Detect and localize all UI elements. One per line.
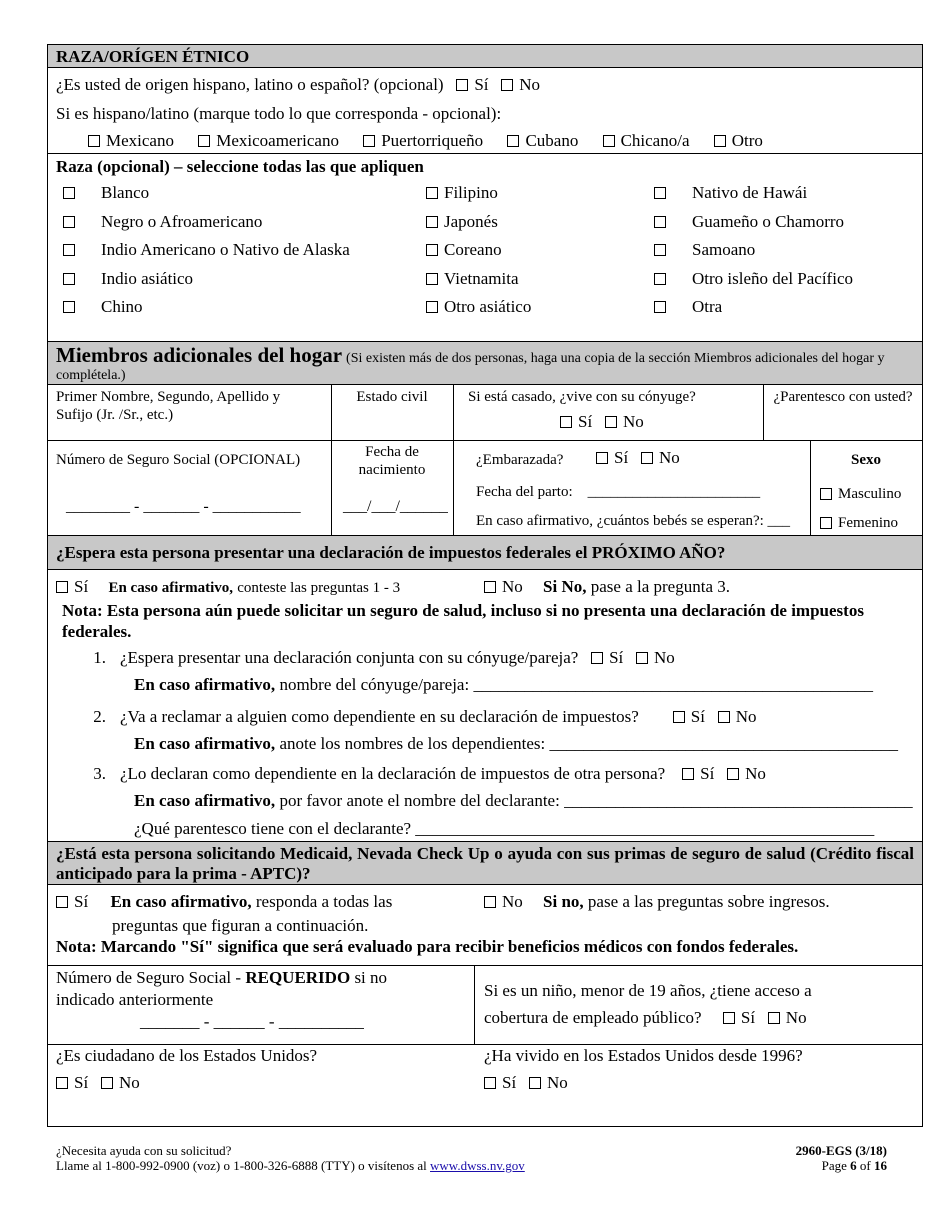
- q3-text: ¿Lo declaran como dependiente en la declaración de impuestos de otra persona?: [120, 764, 666, 783]
- race-option[interactable]: [63, 183, 350, 212]
- ssn-label-part: indicado anteriormente: [56, 990, 214, 1009]
- lived-yes-checkbox[interactable]: [484, 1077, 496, 1089]
- footer-website-link[interactable]: www.dwss.nv.gov: [430, 1158, 525, 1173]
- race-option-label: Negro o Afroamericano: [101, 211, 263, 231]
- race-option-label: Samoano: [692, 240, 756, 259]
- child-yes-checkbox[interactable]: [723, 1012, 735, 1024]
- divider: [763, 385, 764, 440]
- hispanic-option[interactable]: [507, 131, 578, 151]
- footer-contact: [56, 1158, 525, 1174]
- q2-dependents-blank[interactable]: _________________________________________: [549, 734, 898, 753]
- race-option-label: Blanco: [101, 183, 150, 202]
- yes-label: Sí: [614, 448, 629, 467]
- race-option[interactable]: [426, 212, 531, 241]
- form-id: 2960-EGS (3/18): [795, 1143, 887, 1158]
- members-section-header: [48, 341, 922, 385]
- yes-label: Sí: [74, 577, 89, 596]
- race-col-1: [63, 183, 350, 326]
- marital-label: Estado civil: [356, 389, 428, 405]
- hispanic-yes-label: Sí: [474, 75, 489, 94]
- q2-bold: En caso afirmativo,: [134, 734, 276, 753]
- q3-relation-text: ¿Qué parentesco tiene con el declarante?: [134, 819, 412, 838]
- page-number: [822, 1158, 887, 1174]
- lived-no-checkbox[interactable]: [529, 1077, 541, 1089]
- lived-options: [484, 1073, 568, 1093]
- checkbox[interactable]: [654, 187, 666, 199]
- due-date-blank[interactable]: _______________________: [587, 484, 761, 500]
- checkbox[interactable]: [426, 187, 438, 199]
- race-option[interactable]: [63, 212, 350, 241]
- tax-no-bold: Si No,: [543, 577, 587, 596]
- dob-label: Fecha de nacimiento: [358, 444, 426, 478]
- option-label: Mexicoamericano: [216, 131, 339, 150]
- yes-label: Sí: [74, 1073, 89, 1092]
- tax-no-row: [484, 577, 730, 597]
- race-option-label: Otro isleño del Pacífico: [692, 268, 853, 288]
- medicaid-yes-row: [56, 892, 392, 912]
- race-option[interactable]: [426, 240, 531, 269]
- tax-answer-row: [56, 577, 400, 598]
- race-option[interactable]: [654, 269, 853, 298]
- tax-yes-rest: conteste las preguntas 1 - 3: [237, 580, 401, 596]
- yes-label: Sí: [578, 412, 593, 431]
- race-option-label: Otro asiático: [444, 297, 532, 316]
- q2-yes-checkbox[interactable]: [673, 711, 685, 723]
- race-option[interactable]: [654, 183, 853, 212]
- medicaid-yes-rest-2: preguntas que figuran a continuación.: [112, 916, 369, 935]
- tax-q2: [78, 707, 756, 727]
- tax-q3-relation: [134, 819, 874, 839]
- checkbox[interactable]: [603, 135, 615, 147]
- option-label: Cubano: [525, 131, 579, 150]
- no-label: No: [658, 448, 680, 467]
- q3-relation-blank[interactable]: ______________________________________________________: [415, 819, 875, 838]
- checkbox[interactable]: [714, 135, 726, 147]
- medicaid-header-text: ¿Está esta persona solicitando Medicaid, Nevada Check Up o ayuda con sus primas de seguro de salud (Crédito fiscal anticipado para la prima - APTC)?: [56, 844, 914, 883]
- footer-call-text: Llame al 1-800-992-0900 (voz) o 1-800-326-6888 (TTY) o visítenos al: [56, 1158, 427, 1173]
- citizen-question: ¿Es ciudadano de los Estados Unidos?: [56, 1046, 318, 1065]
- q1-number: 1.: [93, 648, 106, 667]
- hispanic-yes-checkbox[interactable]: [456, 79, 468, 91]
- page-total: 16: [874, 1158, 887, 1173]
- medicaid-no-bold: Si no,: [543, 892, 584, 911]
- checkbox[interactable]: [63, 301, 75, 313]
- checkbox[interactable]: [63, 273, 75, 285]
- ssn-required: REQUERIDO: [245, 968, 351, 987]
- female-label: Femenino: [838, 515, 898, 531]
- no-label: No: [118, 1073, 140, 1092]
- child-question-1: Si es un niño, menor de 19 años, ¿tiene acceso a: [484, 981, 812, 1000]
- hispanic-no-checkbox[interactable]: [501, 79, 513, 91]
- q2-follow-text: anote los nombres de los dependientes:: [279, 734, 546, 753]
- race-option-label: Indio Americano o Nativo de Alaska: [101, 240, 350, 259]
- race-section-header: [48, 45, 922, 68]
- q3-filer-name-blank[interactable]: _________________________________________: [564, 791, 913, 810]
- checkbox[interactable]: [820, 488, 832, 500]
- q2-no-checkbox[interactable]: [718, 711, 730, 723]
- tax-header-text: ¿Espera esta persona presentar una declaración de impuestos federales el PRÓXIMO AÑO?: [56, 543, 726, 562]
- yes-label: Sí: [700, 764, 715, 783]
- tax-note: Nota: Esta persona aún puede solicitar un seguro de salud, incluso si no presenta una declaración de impuestos federales.: [62, 601, 864, 641]
- checkbox[interactable]: [426, 273, 438, 285]
- no-label: No: [502, 577, 523, 596]
- page-prefix: Page: [821, 1158, 847, 1173]
- medicaid-no-rest: pase a las preguntas sobre ingresos.: [587, 892, 830, 911]
- hispanic-detail: Si es hispano/latino (marque todo lo que corresponda - opcional):: [56, 104, 502, 123]
- due-date-row: [476, 483, 760, 501]
- application-form: [47, 44, 923, 1127]
- race-option[interactable]: [654, 212, 853, 241]
- divider: [48, 965, 922, 966]
- ssn-label: Número de Seguro Social (OPCIONAL): [56, 452, 301, 468]
- tax-q3-follow: [134, 791, 913, 811]
- male-label: Masculino: [838, 486, 902, 502]
- due-date-label: Fecha del parto:: [476, 484, 573, 500]
- no-label: No: [622, 412, 644, 431]
- race-option[interactable]: [426, 297, 531, 326]
- yes-label: Sí: [74, 892, 89, 911]
- race-option-label: Japonés: [444, 211, 498, 231]
- lived-question: ¿Ha vivido en los Estados Unidos desde 1996?: [484, 1046, 803, 1065]
- tax-no-rest: pase a la pregunta 3.: [590, 577, 730, 596]
- checkbox[interactable]: [63, 216, 75, 228]
- no-label: No: [745, 764, 766, 783]
- race-col-3: [654, 183, 853, 326]
- race-option-label: Filipino: [444, 183, 498, 202]
- members-header-text: [56, 343, 916, 384]
- tax-section-header: [48, 535, 922, 570]
- child-question-2: [484, 1008, 807, 1028]
- hispanic-no-label: No: [519, 75, 541, 94]
- q2-number: 2.: [93, 707, 106, 726]
- sex-label: Sexo: [851, 452, 881, 468]
- checkbox[interactable]: [363, 135, 375, 147]
- tax-no-checkbox[interactable]: [484, 581, 496, 593]
- checkbox[interactable]: [198, 135, 210, 147]
- race-option-label: Vietnamita: [444, 268, 519, 288]
- race-header-text: RAZA/ORÍGEN ÉTNICO: [56, 47, 250, 66]
- race-col-2: [426, 183, 531, 326]
- spouse-label: Si está casado, ¿vive con su cónyuge?: [468, 389, 696, 405]
- citizen-yes-checkbox[interactable]: [56, 1077, 68, 1089]
- q1-no-checkbox[interactable]: [636, 652, 648, 664]
- race-option[interactable]: [63, 269, 350, 298]
- race-option-label: Indio asiático: [101, 268, 194, 288]
- option-label: Mexicano: [106, 131, 174, 150]
- members-title: Miembros adicionales del hogar: [56, 343, 343, 367]
- hispanic-question-text: ¿Es usted de origen hispano, latino o español? (opcional): [56, 75, 444, 94]
- no-label: No: [502, 892, 523, 911]
- medicaid-yes-checkbox[interactable]: [56, 896, 68, 908]
- child-no-checkbox[interactable]: [768, 1012, 780, 1024]
- checkbox[interactable]: [654, 244, 666, 256]
- checkbox[interactable]: [654, 301, 666, 313]
- checkbox[interactable]: [426, 244, 438, 256]
- medicaid-note: Nota: Marcando "Sí" significa que será evaluado para recibir beneficios médicos con fondos federales.: [56, 937, 799, 956]
- tax-q1-follow: [134, 675, 873, 695]
- no-label: No: [654, 648, 675, 667]
- hispanic-option[interactable]: [714, 131, 763, 151]
- race-option-label: Chino: [101, 297, 143, 316]
- checkbox[interactable]: [63, 187, 75, 199]
- ssn-label-part: Número de Seguro Social -: [56, 968, 246, 987]
- checkbox[interactable]: [820, 517, 832, 529]
- pregnant-options: [596, 448, 680, 468]
- race-option[interactable]: [63, 240, 350, 269]
- no-label: No: [785, 1008, 807, 1027]
- child-question-text: cobertura de empleado público?: [484, 1008, 702, 1027]
- citizen-options: [56, 1073, 140, 1093]
- race-option[interactable]: [426, 183, 531, 212]
- members-note: (Si existen más de dos personas, haga una copia de la sección Miembros adicionales del hogar y complétela.): [56, 351, 885, 383]
- female-option[interactable]: [820, 514, 898, 532]
- divider: [48, 153, 922, 154]
- footer-help: ¿Necesita ayuda con su solicitud?: [56, 1143, 232, 1158]
- medicaid-section-header: [48, 841, 922, 885]
- q3-yes-checkbox[interactable]: [682, 768, 694, 780]
- yes-label: Sí: [502, 1073, 517, 1092]
- citizen-no-checkbox[interactable]: [101, 1077, 113, 1089]
- tax-yes-bold: En caso afirmativo,: [108, 580, 234, 596]
- race-option[interactable]: [654, 240, 853, 269]
- divider: [453, 385, 454, 535]
- male-option[interactable]: [820, 485, 901, 503]
- hispanic-option[interactable]: [198, 131, 339, 151]
- yes-label: Sí: [740, 1008, 756, 1027]
- hispanic-option[interactable]: [88, 131, 174, 151]
- q1-follow-text: nombre del cónyuge/pareja:: [279, 675, 470, 694]
- ssn-blank[interactable]: ________ - _______ - ___________: [66, 498, 301, 515]
- q1-spouse-name-blank[interactable]: _______________________________________________: [473, 675, 873, 694]
- q3-follow-text: por favor anote el nombre del declarante:: [279, 791, 560, 810]
- tax-q3: [78, 764, 766, 784]
- pregnant-yes-checkbox[interactable]: [596, 452, 608, 464]
- spouse-no-checkbox[interactable]: [605, 416, 617, 428]
- race-option[interactable]: [63, 297, 350, 326]
- option-label: Otro: [731, 131, 763, 150]
- page-of: of: [859, 1158, 871, 1173]
- ssn-label-part: si no: [350, 968, 388, 987]
- checkbox[interactable]: [426, 216, 438, 228]
- tax-yes-checkbox[interactable]: [56, 581, 68, 593]
- q3-bold: En caso afirmativo,: [134, 791, 276, 810]
- no-label: No: [546, 1073, 568, 1092]
- race-option[interactable]: [426, 269, 531, 298]
- race-option-label: Coreano: [444, 240, 502, 259]
- medicaid-ssn-label: [56, 967, 387, 1011]
- spouse-options: [560, 412, 644, 432]
- checkbox[interactable]: [654, 273, 666, 285]
- divider: [48, 1044, 922, 1045]
- checkbox[interactable]: [426, 301, 438, 313]
- dob-blank[interactable]: ___/___/______: [343, 498, 448, 515]
- tax-q1: [78, 648, 675, 668]
- tax-q2-follow: [134, 734, 898, 754]
- divider: [48, 440, 922, 441]
- q3-no-checkbox[interactable]: [727, 768, 739, 780]
- option-label: Chicano/a: [620, 131, 690, 150]
- race-option[interactable]: [654, 297, 853, 326]
- no-label: No: [735, 707, 757, 726]
- divider: [474, 965, 475, 1044]
- yes-label: Sí: [609, 648, 624, 667]
- name-label: Primer Nombre, Segundo, Apellido y Sufijo (Jr. /Sr., etc.): [56, 389, 281, 423]
- q2-text: ¿Va a reclamar a alguien como dependiente en su declaración de impuestos?: [120, 707, 639, 726]
- page-current: 6: [850, 1158, 857, 1173]
- hispanic-option[interactable]: [363, 131, 483, 151]
- medicaid-no-row: [484, 892, 830, 912]
- medicaid-ssn-blank[interactable]: _______ - ______ - __________: [140, 1012, 364, 1031]
- checkbox[interactable]: [88, 135, 100, 147]
- race-option-label: Nativo de Hawái: [692, 183, 808, 202]
- medicaid-yes-rest: responda a todas las: [255, 892, 393, 911]
- medicaid-no-checkbox[interactable]: [484, 896, 496, 908]
- q1-yes-checkbox[interactable]: [591, 652, 603, 664]
- checkbox[interactable]: [507, 135, 519, 147]
- race-option-label: Otra: [692, 297, 723, 316]
- hispanic-options: [88, 131, 763, 151]
- hispanic-option[interactable]: [603, 131, 690, 151]
- spouse-yes-checkbox[interactable]: [560, 416, 572, 428]
- hispanic-question: [56, 75, 540, 95]
- pregnant-label: ¿Embarazada?: [476, 452, 564, 468]
- q3-number: 3.: [93, 764, 106, 783]
- option-label: Puertorriqueño: [381, 131, 484, 150]
- babies-label[interactable]: En caso afirmativo, ¿cuántos bebés se esperan?: ___: [476, 513, 791, 529]
- yes-label: Sí: [690, 707, 705, 726]
- pregnant-no-checkbox[interactable]: [641, 452, 653, 464]
- medicaid-yes-bold: En caso afirmativo,: [110, 892, 252, 911]
- q1-bold: En caso afirmativo,: [134, 675, 276, 694]
- checkbox[interactable]: [63, 244, 75, 256]
- checkbox[interactable]: [654, 216, 666, 228]
- relation-label: ¿Parentesco con usted?: [773, 389, 913, 405]
- race-title: Raza (opcional) – seleccione todas las que apliquen: [56, 157, 424, 176]
- q1-text: ¿Espera presentar una declaración conjunta con su cónyuge/pareja?: [120, 648, 579, 667]
- race-option-label: Guameño o Chamorro: [692, 211, 845, 231]
